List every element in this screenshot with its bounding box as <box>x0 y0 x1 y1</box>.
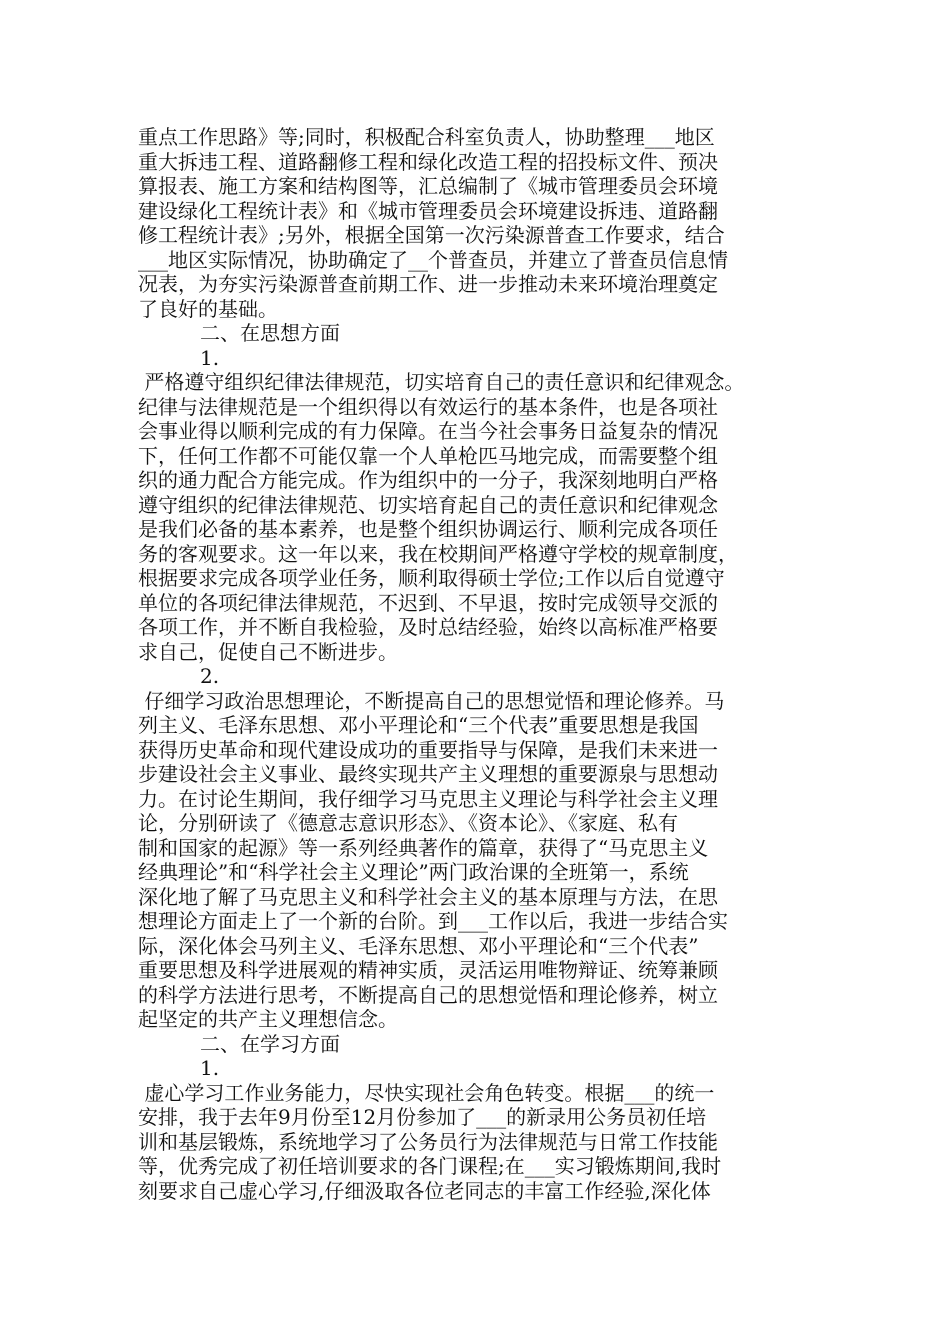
text-line: 起坚定的共产主义理想信念。 <box>138 1007 398 1031</box>
text-line: 织的通力配合方能完成。作为组织中的一分子，我深刻地明白严格 <box>138 468 718 492</box>
text-line: 力。在讨论生期间，我仔细学习马克思主义理论与科学社会主义理 <box>138 786 718 811</box>
text-line: 制和国家的起源》等一系列经典著作的篇章，获得了“马克思主义 <box>138 835 709 860</box>
text-line: 根据要求完成各项学业任务，顺利取得硕士学位;工作以后自觉遵守 <box>138 566 725 590</box>
text-line: 况表，为夯实污染源普查前期工作、进一步推动未来环境治理奠定 <box>138 272 718 296</box>
text-line: 想理论方面走上了一个新的台阶。到___工作以后，我进一步结合实 <box>138 909 728 933</box>
text-line: 深化地了解了马克思主义和科学社会主义的基本原理与方法，在思 <box>138 884 718 909</box>
text-line: 建设绿化工程统计表》和《城市管理委员会环境建设拆违、道路翻 <box>138 198 718 223</box>
text-line: 经典理论”和“科学社会主义理论”两门政治课的全班第一，系统 <box>138 860 689 884</box>
text-line: 重点工作思路》等;同时，积极配合科室负责人，协助整理___地区 <box>138 125 715 149</box>
text-line: 训和基层锻炼，系统地学习了公务员行为法律规范与日常工作技能 <box>138 1129 718 1154</box>
text-line: 重大拆违工程、道路翻修工程和绿化改造工程的招投标文件、预决 <box>138 149 718 174</box>
text-line: 纪律与法律规范是一个组织得以有效运行的基本条件，也是各项社 <box>138 394 718 419</box>
text-line: 虚心学习工作业务能力，尽快实现社会角色转变。根据___的统一 <box>138 1080 715 1105</box>
text-line: 的科学方法进行思考，不断提高自己的思想觉悟和理论修养，树立 <box>138 982 718 1007</box>
text-line: 论，分别研读了《德意志意识形态》、《资本论》、《家庭、私有 <box>138 811 678 835</box>
text-line: 了良好的基础。 <box>138 296 278 321</box>
text-line: 是我们必备的基本素养，也是整个组织协调运行、顺利完成各项任 <box>138 517 718 541</box>
text-line: 刻要求自己虚心学习,仔细汲取各位老同志的丰富工作经验,深化体 <box>138 1178 711 1203</box>
text-line: 安排，我于去年9月份至12月份参加了___的新录用公务员初任培 <box>138 1105 707 1129</box>
text-line: 重要思想及科学进展观的精神实质，灵活运用唯物辩证、统筹兼顾 <box>138 958 718 982</box>
item-number: 2. <box>200 664 220 688</box>
text-line: 求自己，促使自己不断进步。 <box>138 639 398 664</box>
section-heading: 二、在思想方面 <box>200 321 340 345</box>
text-line: 等，优秀完成了初任培训要求的各门课程;在___实习锻炼期间,我时 <box>138 1154 722 1178</box>
text-line: 务的客观要求。这一年以来，我在校期间严格遵守学校的规章制度， <box>138 541 738 566</box>
text-line: 列主义、毛泽东思想、邓小平理论和“三个代表”重要思想是我国 <box>138 713 699 737</box>
text-line: 际，深化体会马列主义、毛泽东思想、邓小平理论和“三个代表” <box>138 933 699 958</box>
item-number: 1. <box>200 345 220 370</box>
section-heading: 二、在学习方面 <box>200 1031 340 1056</box>
text-line: 各项工作，并不断自我检验，及时总结经验，始终以高标准严格要 <box>138 615 718 639</box>
text-line: 严格遵守组织纪律法律规范，切实培育自己的责任意识和纪律观念。 <box>138 370 745 394</box>
text-line: 修工程统计表》;另外，根据全国第一次污染源普查工作要求，结合 <box>138 223 725 247</box>
text-line: 会事业得以顺利完成的有力保障。在当今社会事务日益复杂的情况 <box>138 419 718 443</box>
text-line: 获得历史革命和现代建设成功的重要指导与保障，是我们未来进一 <box>138 737 718 762</box>
text-line: 算报表、施工方案和结构图等，汇总编制了《城市管理委员会环境 <box>138 174 718 198</box>
text-line: 单位的各项纪律法律规范，不迟到、不早退，按时完成领导交派的 <box>138 590 718 615</box>
text-line: 仔细学习政治思想理论，不断提高自己的思想觉悟和理论修养。马 <box>138 688 725 713</box>
text-line: 步建设社会主义事业、最终实现共产主义理想的重要源泉与思想动 <box>138 762 718 786</box>
item-number: 1. <box>200 1056 220 1080</box>
text-line: 下，任何工作都不可能仅靠一个人单枪匹马地完成，而需要整个组 <box>138 443 718 468</box>
text-line: 遵守组织的纪律法律规范、切实培育起自己的责任意识和纪律观念 <box>138 492 718 517</box>
text-line: ___地区实际情况，协助确定了__个普查员，并建立了普查员信息情 <box>138 247 728 272</box>
document-body <box>138 125 818 1203</box>
